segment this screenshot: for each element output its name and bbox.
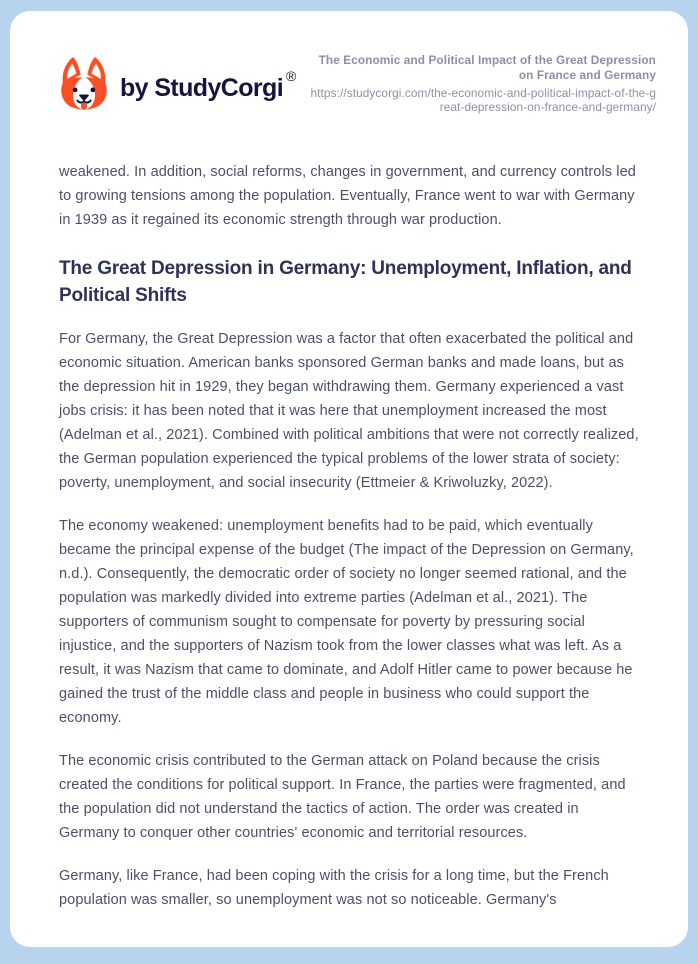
document-meta bbox=[308, 53, 656, 114]
paragraph-economic-crisis: The economic crisis contributed to the German attack on Poland because the crisis created the conditions for political support. In France, the parties were fragmented, and the population did not understand the tactics of action. The order was created in Germany to conquer other countries' economic and territorial resources. bbox=[59, 753, 626, 841]
document-header bbox=[10, 11, 688, 114]
document-url[interactable]: https://studycorgi.com/the-economic-and-political-impact-of-the-great-depression-on-france-and-germany/ bbox=[310, 86, 656, 114]
document-card bbox=[10, 11, 688, 947]
document-title: The Economic and Political Impact of the Great Depression on France and Germany bbox=[318, 53, 656, 82]
studycorgi-logo bbox=[57, 56, 296, 112]
brand-text: by StudyCorgi bbox=[120, 74, 284, 102]
registered-trademark: ® bbox=[286, 67, 297, 84]
document-body bbox=[10, 114, 688, 912]
paragraph-economy-weakened: The economy weakened: unemployment benefits had to be paid, which eventually became the principal expense of the budget (The impact of the Depression on Germany, n.d.). Consequently, the democratic order of society no longer seemed rational, and the population was markedly divided into extreme parties (Adelman et al., 2021). The supporters of communism sought to compensate for poverty by pressuring social injustice, and the supporters of Nazism took from the lower classes what was left. As a result, it was Nazism that came to dominate, and Adolf Hitler came to power because he gained the trust of the middle class and people in business who could support the economy. bbox=[59, 518, 634, 726]
corgi-logo-icon bbox=[57, 56, 111, 112]
paragraph-germany-depression: For Germany, the Great Depression was a factor that often exacerbated the political and economic situation. American banks sponsored German banks and made loans, but as the depression hit in 1929, they began withdrawing them. Germany experienced a vast jobs crisis: it has been noted that it was here that unemployment increased the most (Adelman et al., 2021). Combined with political ambitions that were not correctly realized, the German population experienced the typical problems of the lower strata of society: poverty, unemployment, and social insecurity (Ettmeier & Kriwoluzky, 2022). bbox=[59, 331, 639, 491]
paragraph-germany-france: Germany, like France, had been coping with the crisis for a long time, but the French population was smaller, so unemployment was not so noticeable. Germany's bbox=[59, 868, 609, 908]
paragraph-intro: weakened. In addition, social reforms, changes in government, and currency controls led to growing tensions among the population. Eventually, France went to war with Germany in 1939 as it regained its economic strength through war production. bbox=[59, 164, 636, 228]
section-heading: The Great Depression in Germany: Unemployment, Inflation, and Political Shifts bbox=[59, 258, 632, 306]
